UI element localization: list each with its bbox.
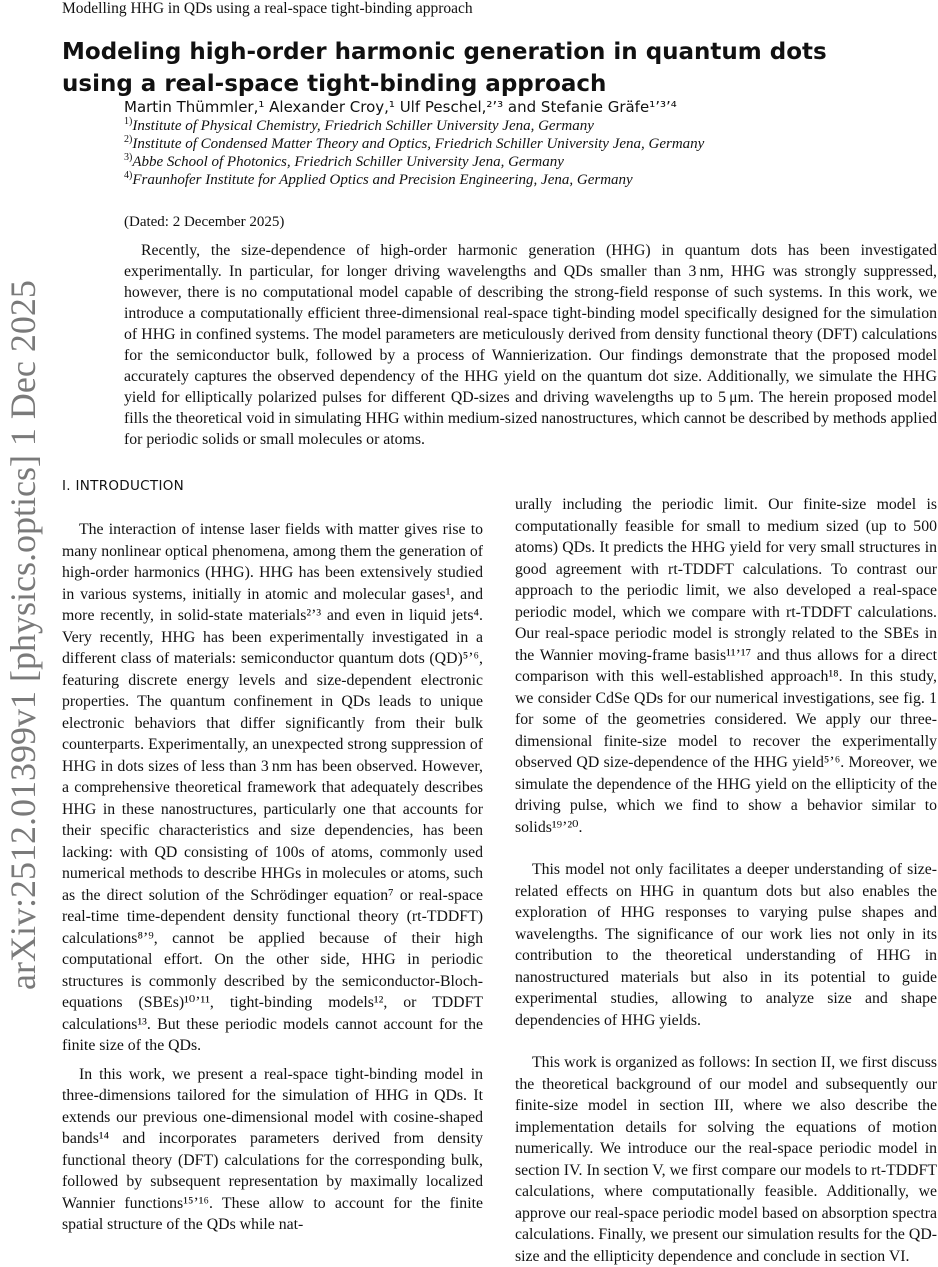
paper-title: Modeling high-order harmonic generation in quantum dots using a real-space tight-binding approach [62,39,827,97]
left-column [62,519,483,1236]
author-list: Martin Thümmler,¹ Alexander Croy,¹ Ulf Peschel,²ʼ³ and Stefanie Gräfe¹ʼ³ʼ⁴ [124,98,677,116]
affiliation-1: $^{1)}$Institute of Physical Chemistry, Friedrich Schiller University Jena, Germany [124,116,594,134]
intro-paragraph-1: The interaction of intense laser fields with matter gives rise to many nonlinear optical phenomena, among them the generation of high-order harmonics (HHG). HHG has been extensively studied in various systems, initially in atomic and molecular gases¹, and more recently, in solid-state materials²ʼ³ and even in liquid jets⁴. Very recently, HHG has been experimentally investigated in a different class of materials: semiconductor quantum dots (QD)⁵ʼ⁶, featuring discrete energy levels and size-dependent electronic properties. The quantum confinement in QDs leads to unique electronic behaviors that differ significantly from their bulk counterparts. Experimentally, an unexpected strong suppression of HHG in dots sizes of less than 3 nm has been observed. However, a comprehensive theoretical framework that adequately describes HHG in these nanostructures, particularly one that accounts for their specific characteristics and size dependencies, has been lacking: with QD consisting of 100s of atoms, commonly used numerical methods to describe HHGs in molecules or atoms, such as the direct solution of the Schrödinger equation⁷ or real-space real-time time-dependent density functional theory (rt-TDDFT) calculations⁸ʼ⁹, cannot be applied because of their high computational effort. On the other side, HHG in periodic structures is commonly described by the semiconductor-Bloch-equations (SBEs)¹⁰ʼ¹¹, tight-binding models¹², or TDDFT calculations¹³. But these periodic models cannot account for the finite size of the QDs. [62,521,483,1054]
intro-paragraph-4: This work is organized as follows: In section II, we first discuss the theoretical background of our model and subsequently our finite-size model in section III, where we also describe the implementation details for solving the equations of motion numerically. We introduce our the real-space periodic model in section IV. In section V, we first compare our models to rt-TDDFT calculations, where computationally feasible. Additionally, we approve our real-space periodic model based on absorption spectra calculations. Finally, we present our simulation results for the QD-size and the ellipticity dependence and conclude in section VI. [515,1054,937,1265]
intro-paragraph-3: This model not only facilitates a deeper understanding of size-related effects on HHG in quantum dots but also enables the exploration of HHG responses to varying pulse shapes and wavelengths. The significance of our work lies not only in its contribution to the theoretical understanding of HHG in nanostructured materials but also in its potential to guide experimental studies, allowing to analyze size and shape dependencies of HHG yields. [515,861,937,1029]
arxiv-identifier-stamp[interactable]: arXiv:2512.01399v1 [physics.optics] 1 Dec 2025 [3,280,43,990]
affiliation-2: $^{2)}$Institute of Condensed Matter Theory and Optics, Friedrich Schiller University Jena, Germany [124,134,705,152]
date-line: (Dated: 2 December 2025) [124,214,285,230]
intro-paragraph-2: In this work, we present a real-space tight-binding model in three-dimensions tailored for the simulation of HHG in QDs. It extends our previous one-dimensional model with cosine-shaped bands¹⁴ and incorporates parameters derived from density functional theory (DFT) calculations for the corresponding bulk, followed by subsequent representation by maximally localized Wannier functions¹⁵ʼ¹⁶. These allow to account for the finite spatial structure of the QDs while nat- [62,1065,483,1233]
abstract: Recently, the size-dependence of high-order harmonic generation (HHG) in quantum dots has been investigated experimentally. In particular, for longer driving wavelengths and QDs smaller than 3 nm, HHG was strongly suppressed, however, there is no computational model capable of describing the strong-field response of such systems. In this work, we introduce a computationally efficient three-dimensional real-space tight-binding model specifically designed for the simulation of HHG in confined systems. The model parameters are meticulously derived from density functional theory (DFT) calculations for the semiconductor bulk, followed by a process of Wannierization. Our findings demonstrate that the proposed model accurately captures the observed dependency of the HHG yield on the quantum dot size. Additionally, we simulate the HHG yield for elliptically polarized pulses for different QD-sizes and driving wavelengths up to 5 μm. The herein proposed model fills the theoretical void in simulating HHG within medium-sized nanostructures, which cannot be described by methods applied for periodic solids or small molecules or atoms. [124,242,937,448]
affiliation-4: $^{4)}$Fraunhofer Institute for Applied Optics and Precision Engineering, Jena, Germany [124,170,633,188]
right-column [515,494,937,1267]
intro-paragraph-2-continued: urally including the periodic limit. Our finite-size model is computationally feasible for small to medium sized (up to 500 atoms) QDs. It predicts the HHG yield for very small structures in good agreement with rt-TDDFT calculations. To contrast our approach to the periodic limit, we also developed a real-space periodic model, which we compare with rt-TDDFT calculations. Our real-space periodic model is strongly related to the SBEs in the Wannier moving-frame basis¹¹ʼ¹⁷ and thus allows for a direct comparison with this well-established approach¹⁸. In this study, we consider CdSe QDs for our numerical investigations, see fig. 1 for some of the geometries considered. We apply our three-dimensional finite-size model to recover the experimentally observed QD size-dependence of the HHG yield⁵ʼ⁶. Moreover, we simulate the dependence of the HHG yield on the ellipticity of the driving pulse, which we find to show a behavior similar to solids¹⁹ʼ²⁰. [515,496,937,836]
section-heading-introduction: I. INTRODUCTION [62,478,185,494]
running-head: Modelling HHG in QDs using a real-space tight-binding approach [62,0,473,17]
affiliation-list [124,117,724,189]
affiliation-3: $^{3)}$Abbe School of Photonics, Friedrich Schiller University Jena, Germany [124,152,564,170]
